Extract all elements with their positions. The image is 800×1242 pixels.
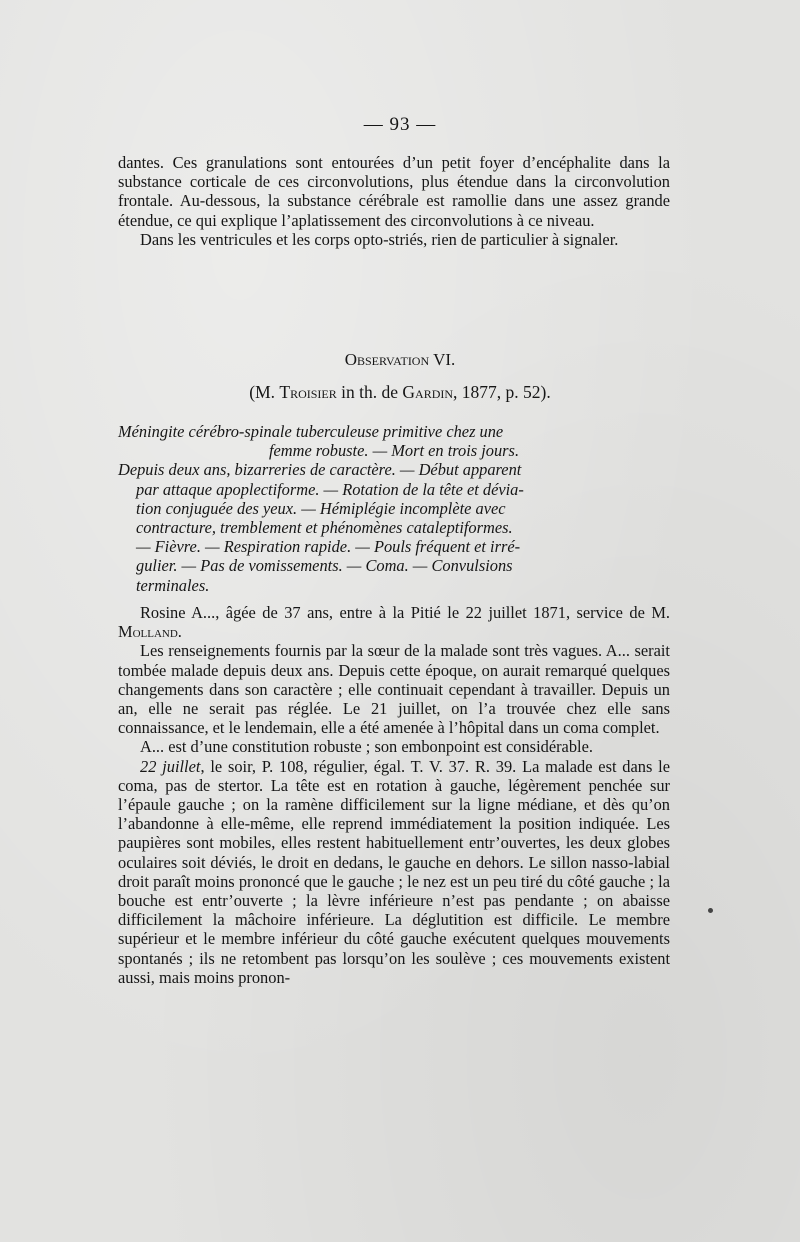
admission-text: Rosine A..., âgée de 37 ans, entre à la Pitié le 22 juillet 1871, service de M. [140,603,670,622]
paragraph-constitution: A... est d’une constitution robuste ; son embonpoint est considérable. [140,737,593,757]
paragraph-history: Les renseignements fournis par la sœur de la malade sont très vagues. A... serait tombée malade depuis deux ans. Depuis cette époque, on aurait remarqué quelques changements dans son caractère ; elle continuait cependant à travailler. Depuis un an, elle ne serait pas réglée. Le 21 juillet, on l’a trouvée chez elle sans connaissance, et le lendemain, elle a été amenée à l’hôpital dans un coma complet. [118,641,670,738]
summary-line: tion conjuguée des yeux. — Hémiplégie incomplète avec [136,498,506,518]
paragraph-continuation: dantes. Ces granulations sont entourées d’un petit foyer d’encéphalite dans la substance corticale de ces circonvolutions, plus étendue dans la circonvolution frontale. Au-dessous, la substance cérébrale est ramollie dans une assez grande étendue, ce qui explique l’aplatissement des circonvolutions à ce niveau. [118,153,670,230]
observation-source [0,382,800,403]
ink-speck [708,908,713,913]
source-author: Troisier [279,382,337,402]
paragraph-examination [118,757,670,987]
page-number: — 93 — [363,114,437,135]
physician-name: Molland [118,622,178,642]
summary-line: Méningite cérébro-spinale tuberculeuse primitive chez une [118,422,504,441]
summary-line: — Fièvre. — Respiration rapide. — Pouls fréquent et irré- [136,537,521,557]
observation-summary [118,422,670,595]
observation-title-text: Observation VI. [344,350,456,369]
summary-line: terminales. [136,575,210,595]
admission-end: . [177,622,182,642]
exam-text: , le soir, P. 108, régulier, égal. T. V. 37. R. 39. La malade est dans le coma, pas de stertor. La tête est en rotation à gauche, légèrement penchée sur l’épaule gauche ; on la ramène difficilement sur la ligne médiane, et dès qu’on l’abandonne à elle-même, elle reprend immédiatement la position indiquée. Les paupières sont mobiles, elles restent habituellement entr’ouvertes, les deux globes oculaires soit déviés, le droit en dedans, le gauche en dehors. Le sillon nasso-labial droit paraît moins prononcé que le gauche ; le nez est un peu tiré du côté gauche ; la bouche est entr’ouverte ; la lèvre inférieure n’est pas pendante ; on abaisse difficilement la mâchoire inférieure. La déglutition est difficile. Le membre supérieur et le membre inférieur du côté gauche exécutent quelques mouvements spontanés ; ils ne retombent pas lorsqu’on les soulève ; ces mouvements existent aussi, mais moins pronon- [118,756,670,987]
source-suffix: , 1877, p. 52). [453,382,551,402]
case-report [118,603,670,987]
paragraph-admission [118,603,670,641]
summary-line: par attaque apoplectiforme. — Rotation de la tête et dévia- [136,479,524,499]
summary-line: femme robuste. — Mort en trois jours. [268,441,520,461]
source-thesis: Gardin [402,382,454,402]
opening-text [118,153,670,249]
observation-title [0,350,800,370]
source-middle: in th. de [336,382,403,402]
source-prefix: (M. [249,382,280,402]
summary-line: contracture, tremblement et phénomènes cataleptiformes. [136,518,513,538]
summary-line: Depuis deux ans, bizarreries de caractère. — Début apparent [118,460,522,480]
paragraph-ventricles: Dans les ventricules et les corps opto-striés, rien de particulier à signaler. [140,229,619,249]
summary-line: gulier. — Pas de vomissements. — Coma. — Convulsions [136,556,513,576]
exam-date: 22 juillet [140,756,201,776]
